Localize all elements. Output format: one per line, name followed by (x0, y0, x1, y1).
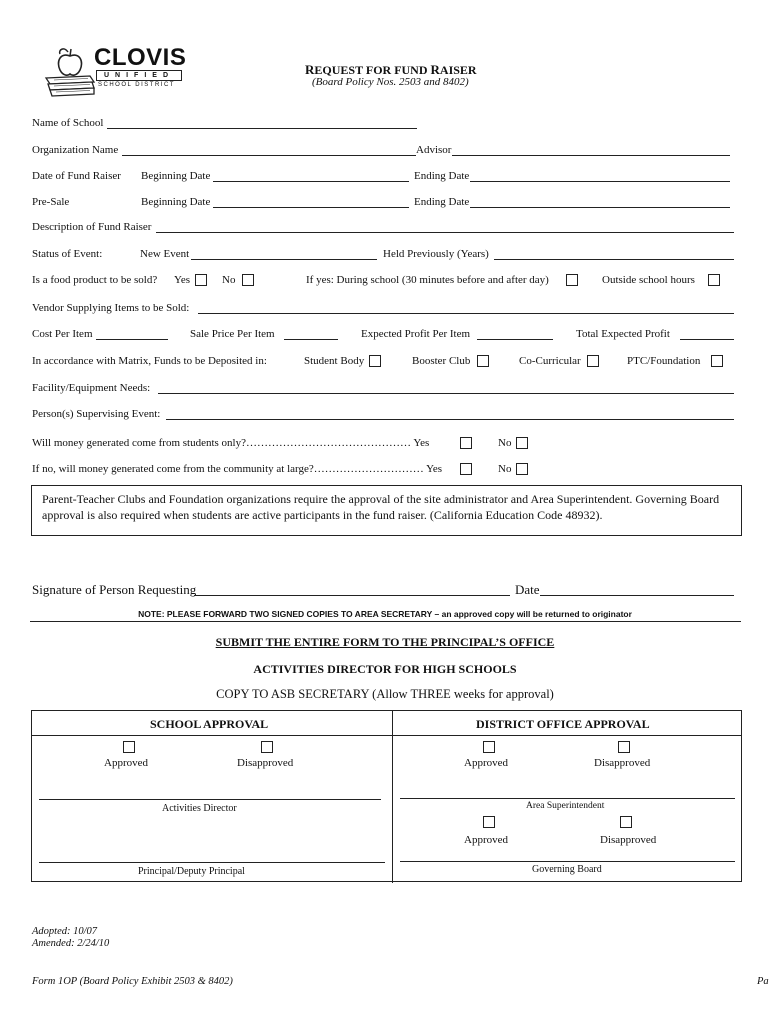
activities-director-label: Activities Director (162, 803, 237, 814)
area-super-signature[interactable] (400, 798, 735, 799)
page-number: Pa (757, 976, 769, 987)
ending-date-field[interactable] (470, 181, 730, 182)
district-disapproved-checkbox[interactable] (618, 741, 630, 753)
school-disapproved-label: Disapproved (237, 757, 294, 769)
divider (30, 621, 741, 622)
district-approved-label: Approved (464, 757, 508, 769)
district-approval-header: DISTRICT OFFICE APPROVAL (476, 717, 650, 731)
notice-box: Parent-Teacher Clubs and Foundation organizations require the approval of the site administrator and Area Superintendent. Governing Board approval is also required when students are active participants in the fund raiser. (California Education Code 48932). (31, 485, 742, 536)
approval-table (31, 710, 742, 882)
org-label: Organization Name (32, 144, 119, 156)
area-super-label: Area Superintendent (526, 801, 605, 811)
note-text: NOTE: PLEASE FORWARD TWO SIGNED COPIES TO AREA SECRETARY – an approved copy will be returned to originator (138, 609, 632, 619)
food-no-label: No (222, 274, 236, 286)
food-yes-checkbox[interactable] (195, 274, 207, 286)
cost-field[interactable] (96, 339, 168, 340)
board-approved-checkbox[interactable] (483, 816, 495, 828)
total-profit-field[interactable] (680, 339, 734, 340)
beginning-label: Beginning Date (141, 170, 211, 182)
presale-beginning-field[interactable] (213, 207, 409, 208)
description-label: Description of Fund Raiser (32, 221, 152, 233)
form-subtitle: (Board Policy Nos. 2503 and 8402) (312, 76, 469, 88)
logo-unified: UNIFIED (96, 70, 182, 81)
school-approved-checkbox[interactable] (123, 741, 135, 753)
during-school-checkbox[interactable] (566, 274, 578, 286)
logo-name: CLOVIS (94, 44, 187, 71)
sale-price-field[interactable] (284, 339, 338, 340)
org-field[interactable] (122, 155, 416, 156)
money-students-no-checkbox[interactable] (516, 437, 528, 449)
presale-beginning-label: Beginning Date (141, 196, 211, 208)
submit-text: SUBMIT THE ENTIRE FORM TO THE PRINCIPAL’S OFFICE (215, 635, 555, 649)
signature-date-label: Date (515, 582, 540, 597)
district-approved-checkbox[interactable] (483, 741, 495, 753)
money-students-yes-checkbox[interactable] (460, 437, 472, 449)
money-community-no-label: No (498, 463, 512, 475)
cocurricular-label: Co-Curricular (519, 355, 581, 367)
money-community-no-checkbox[interactable] (516, 463, 528, 475)
district-disapproved-label: Disapproved (594, 757, 651, 769)
signature-label: Signature of Person Requesting (32, 582, 197, 597)
school-approved-label: Approved (104, 757, 148, 769)
food-label: Is a food product to be sold? (32, 274, 158, 286)
ptc-checkbox[interactable] (711, 355, 723, 367)
outside-hours-checkbox[interactable] (708, 274, 720, 286)
student-body-checkbox[interactable] (369, 355, 381, 367)
student-body-label: Student Body (304, 355, 365, 367)
apple-books-icon (44, 44, 96, 100)
school-field[interactable] (107, 128, 417, 129)
governing-board-label: Governing Board (532, 864, 602, 875)
new-event-field[interactable] (191, 259, 377, 260)
principal-signature[interactable] (39, 862, 385, 863)
held-previously-label: Held Previously (Years) (383, 248, 489, 260)
signature-date-field[interactable] (540, 595, 734, 596)
vendor-label: Vendor Supplying Items to be Sold: (32, 302, 190, 314)
form-id-text: Form 1OP (Board Policy Exhibit 2503 & 8402) (32, 976, 233, 987)
date-fund-label: Date of Fund Raiser (32, 170, 121, 182)
during-school-label: If yes: During school (30 minutes before and after day) (306, 274, 549, 286)
presale-ending-field[interactable] (470, 207, 730, 208)
form-title: REQUEST FOR FUND RAISER (305, 62, 477, 77)
facility-field[interactable] (158, 393, 734, 394)
governing-board-signature[interactable] (400, 861, 735, 862)
activities-director-signature[interactable] (39, 799, 381, 800)
ending-label: Ending Date (414, 170, 470, 182)
sale-price-label: Sale Price Per Item (190, 328, 275, 340)
vendor-field[interactable] (198, 313, 734, 314)
adopted-text: Adopted: 10/07 (32, 926, 98, 937)
cost-label: Cost Per Item (32, 328, 93, 340)
food-no-checkbox[interactable] (242, 274, 254, 286)
advisor-field[interactable] (452, 155, 730, 156)
expected-profit-field[interactable] (477, 339, 553, 340)
presale-ending-label: Ending Date (414, 196, 470, 208)
activities-text: ACTIVITIES DIRECTOR FOR HIGH SCHOOLS (253, 662, 517, 676)
money-students-no-label: No (498, 437, 512, 449)
cocurricular-checkbox[interactable] (587, 355, 599, 367)
money-community-yes-checkbox[interactable] (460, 463, 472, 475)
total-profit-label: Total Expected Profit (576, 328, 670, 340)
booster-checkbox[interactable] (477, 355, 489, 367)
booster-label: Booster Club (412, 355, 471, 367)
supervising-label: Person(s) Supervising Event: (32, 408, 161, 420)
logo-district: SCHOOL DISTRICT (98, 82, 175, 88)
school-label: Name of School (32, 117, 104, 129)
approval-header-line (32, 735, 741, 736)
facility-label: Facility/Equipment Needs: (32, 382, 151, 394)
description-field[interactable] (156, 232, 734, 233)
school-disapproved-checkbox[interactable] (261, 741, 273, 753)
approval-divider (392, 711, 393, 883)
advisor-label: Advisor (416, 144, 452, 156)
expected-profit-label: Expected Profit Per Item (361, 328, 471, 340)
school-approval-header: SCHOOL APPROVAL (150, 717, 269, 731)
money-community-label: If no, will money generated come from the community at large?………………………… Yes (32, 463, 443, 475)
ptc-label: PTC/Foundation (627, 355, 701, 367)
district-logo (44, 44, 189, 100)
copy-text: COPY TO ASB SECRETARY (Allow THREE weeks for approval) (216, 687, 554, 701)
board-approved-label: Approved (464, 834, 508, 846)
supervising-field[interactable] (166, 419, 734, 420)
board-disapproved-label: Disapproved (600, 834, 657, 846)
matrix-label: In accordance with Matrix, Funds to be Deposited in: (32, 355, 267, 367)
food-yes-label: Yes (174, 274, 191, 286)
outside-hours-label: Outside school hours (602, 274, 695, 286)
board-disapproved-checkbox[interactable] (620, 816, 632, 828)
new-event-label: New Event (140, 248, 190, 260)
signature-field[interactable] (194, 595, 510, 596)
amended-text: Amended: 2/24/10 (32, 938, 110, 949)
status-label: Status of Event: (32, 248, 103, 260)
beginning-date-field[interactable] (213, 181, 409, 182)
principal-label: Principal/Deputy Principal (138, 866, 245, 877)
money-students-label: Will money generated come from students only?……………………………………… Yes (32, 437, 430, 449)
held-previously-field[interactable] (494, 259, 734, 260)
presale-label: Pre-Sale (32, 196, 70, 208)
